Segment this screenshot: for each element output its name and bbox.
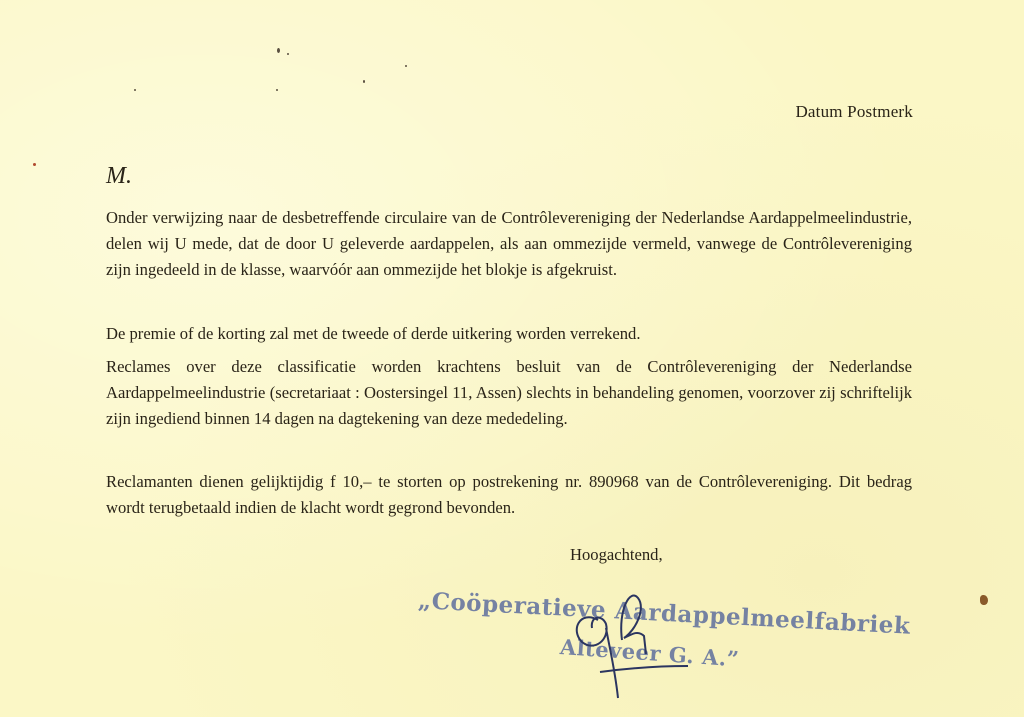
- paper-speck: [277, 48, 280, 53]
- paper-speck: [287, 53, 289, 55]
- signature-icon: [560, 580, 720, 700]
- paragraph-classification-notice: Onder verwijzing naar de desbetreffende circulaire van de Contrôlevereniging der Nederlandse Aardappelmeelindustrie, delen wij U mede, dat de door U geleverde aardappelen, als aan ommezijde vermeld, vanwege de Contrôlevereniging zijn ingedeeld in de klasse, waarvóór aan ommezijde het blokje is afgekruist.: [106, 208, 912, 279]
- salutation: M.: [106, 163, 132, 189]
- paragraph-deposit: Reclamanten dienen gelijktijdig f 10,– te storten op postrekening nr. 890968 van de Contrôlevereniging. Dit bedrag wordt terugbetaald indien de klacht wordt gegrond bevonden.: [106, 472, 912, 517]
- paper-stain: [980, 595, 988, 605]
- paragraph-complaints: Reclames over deze classificatie worden krachtens besluit van de Contrôlevereniging der Nederlandse Aardappelmeelindustrie (secretariaat : Oostersingel 11, Assen) slechts in behandeling genomen, voorzover zij schriftelijk zijn ingediend binnen 14 dagen na dagtekening van deze mededeling.: [106, 357, 912, 428]
- paper-speck: [33, 163, 36, 166]
- paper-speck: [363, 80, 365, 83]
- company-stamp-line2: Alteveer G. A.”: [559, 634, 741, 672]
- company-stamp-line1: „Coöperatieve Aardappelmeelfabriek: [417, 587, 912, 640]
- paper-speck: [405, 65, 407, 67]
- date-postmark-label: Datum Postmerk: [795, 102, 913, 121]
- paper-speck: [134, 89, 136, 91]
- paper-speck: [276, 89, 278, 91]
- paragraph-premium: De premie of de korting zal met de tweede of derde uitkering worden verrekend.: [106, 324, 641, 343]
- closing-greeting: Hoogachtend,: [570, 545, 663, 564]
